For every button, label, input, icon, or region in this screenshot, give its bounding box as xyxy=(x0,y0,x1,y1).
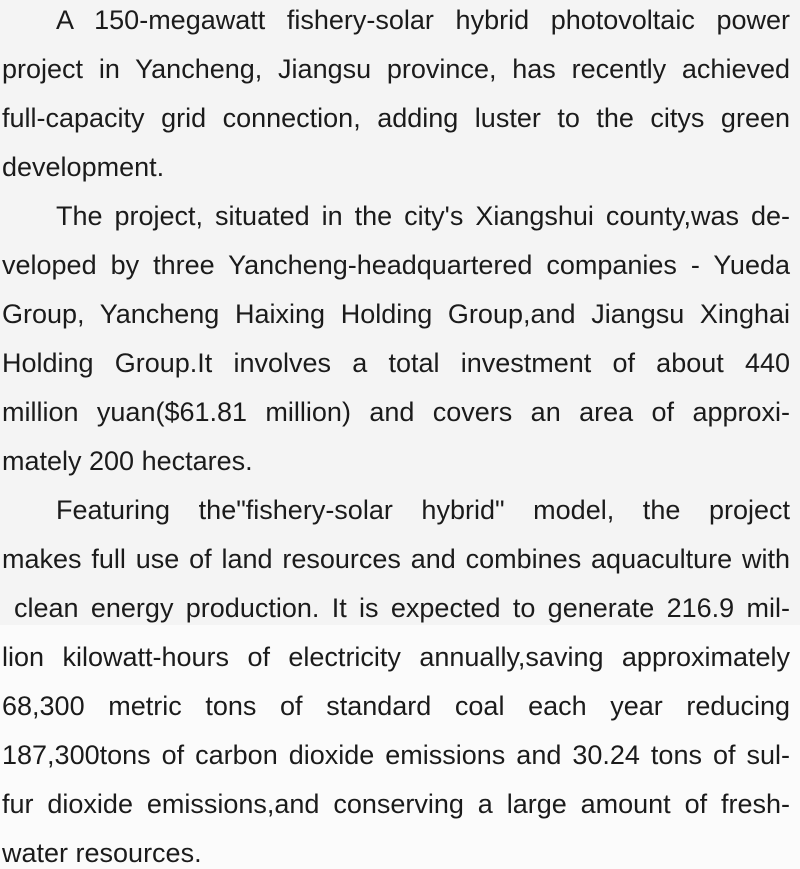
text-line: The project, situated in the city's Xiangshui county,was de- xyxy=(56,201,790,231)
text-line: veloped by three Yancheng-headquartered companies - Yueda xyxy=(2,250,790,280)
text-line: million yuan($61.81 million) and covers an area of approxi- xyxy=(2,397,790,427)
text-line: Group, Yancheng Haixing Holding Group,and Jiangsu Xinghai xyxy=(2,299,790,329)
text-line: makes full use of land resources and combines aquaculture with xyxy=(2,544,790,574)
paragraph xyxy=(2,0,790,192)
text-line: Holding Group.It involves a total investment of about 440 xyxy=(2,348,790,378)
text-line: development. xyxy=(2,152,165,182)
text-line: clean energy production. It is expected to generate 216.9 mil- xyxy=(14,593,790,623)
text-line: Featuring the"fishery-solar hybrid" model, the project xyxy=(56,495,790,525)
text-line: fur dioxide emissions,and conserving a large amount of fresh- xyxy=(2,789,790,819)
text-line: A 150-megawatt fishery-solar hybrid photovoltaic power xyxy=(56,5,790,35)
text-line: full-capacity grid connection, adding luster to the citys green xyxy=(2,103,790,133)
text-line: 187,300tons of carbon dioxide emissions and 30.24 tons of sul- xyxy=(2,740,790,770)
text-line: water resources. xyxy=(2,838,202,868)
paragraph xyxy=(2,192,790,486)
paragraph xyxy=(2,486,790,869)
text-line: mately 200 hectares. xyxy=(2,446,253,476)
text-line: 68,300 metric tons of standard coal each year reducing xyxy=(2,691,790,721)
text-line: project in Yancheng, Jiangsu province, has recently achieved xyxy=(2,54,790,84)
text-line: lion kilowatt-hours of electricity annually,saving approximately xyxy=(2,642,790,672)
